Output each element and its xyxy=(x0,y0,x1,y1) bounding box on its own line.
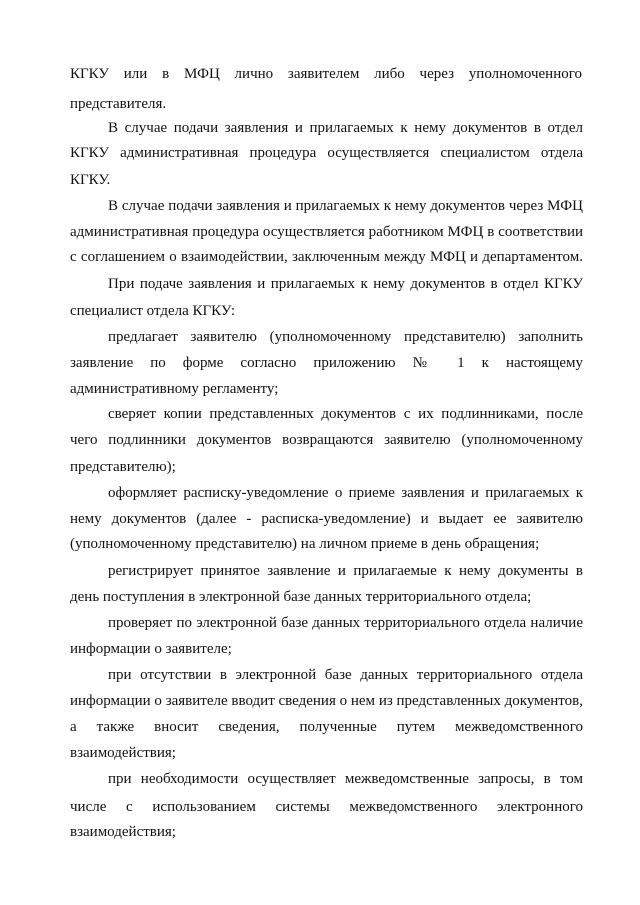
text-line: нему документов (далее - расписка-уведомление) и выдает ее заявителю xyxy=(70,511,583,527)
text-line: КГКУ. xyxy=(70,172,111,188)
text-line: а также вносит сведения, полученные путем межведомственного xyxy=(70,719,583,735)
text-line: регистрирует принятое заявление и прилагаемые к нему документы в xyxy=(108,563,583,579)
text-line: предлагает заявителю (уполномоченному представителю) заполнить xyxy=(108,329,583,345)
text-line: (уполномоченному представителю) на личном приеме в день обращения; xyxy=(70,536,540,552)
text-line: КГКУ административная процедура осуществляется специалистом отдела xyxy=(70,145,583,161)
text-line: административная процедура осуществляется работником МФЦ в соответствии xyxy=(70,224,583,240)
text-line: проверяет по электронной базе данных территориального отдела наличие xyxy=(108,615,583,631)
text-line: оформляет расписку-уведомление о приеме заявления и прилагаемых к xyxy=(108,485,583,501)
text-line: информации о заявителе; xyxy=(70,641,232,657)
text-line: числе с использованием системы межведомственного электронного xyxy=(70,799,583,815)
text-line: день поступления в электронной базе данных территориального отдела; xyxy=(70,589,532,605)
text-line: представителя. xyxy=(70,96,167,112)
text-line: При подаче заявления и прилагаемых к нему документов в отдел КГКУ xyxy=(108,276,583,292)
text-line: сверяет копии представленных документов с их подлинниками, после xyxy=(108,406,583,422)
text-line: взаимодействия; xyxy=(70,745,176,761)
text-line: взаимодействия; xyxy=(70,824,176,840)
text-line: специалист отдела КГКУ: xyxy=(70,303,236,319)
text-line: при отсутствии в электронной базе данных территориального отдела xyxy=(108,667,583,683)
text-line: КГКУ или в МФЦ лично заявителем либо через уполномоченного xyxy=(70,66,582,82)
text-line: информации о заявителе вводит сведения о нем из представленных документов, xyxy=(70,693,583,709)
text-line: В случае подачи заявления и прилагаемых к нему документов в отдел xyxy=(108,120,583,136)
text-line: административному регламенту; xyxy=(70,381,279,397)
text-line: при необходимости осуществляет межведомственные запросы, в том xyxy=(108,771,583,787)
text-line: В случае подачи заявления и прилагаемых к нему документов через МФЦ xyxy=(108,198,583,214)
text-line: чего подлинники документов возвращаются заявителю (уполномоченному xyxy=(70,432,583,448)
text-line: представителю); xyxy=(70,459,176,475)
text-line: с соглашением о взаимодействии, заключенным между МФЦ и департаментом. xyxy=(70,249,583,265)
text-line: заявление по форме согласно приложению № 1 к настоящему xyxy=(70,355,583,371)
